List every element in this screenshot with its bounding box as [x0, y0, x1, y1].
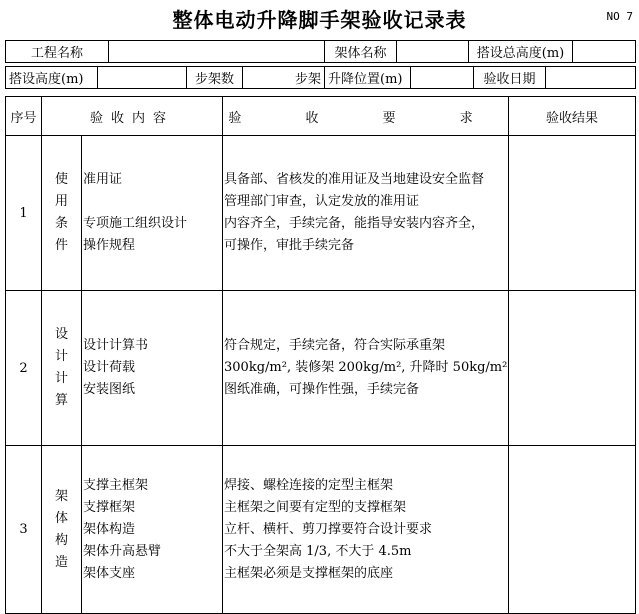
table-header-row	[6, 97, 636, 136]
category-text: 架体构造	[54, 488, 68, 570]
result-field[interactable]	[509, 291, 636, 446]
item-text: 安装图纸	[83, 382, 136, 397]
item-text: 架体升高悬臂	[83, 543, 162, 559]
item-text: 架体构造	[83, 521, 136, 537]
item-text: 准用证	[83, 172, 123, 187]
steps-label: 步架数	[187, 67, 243, 89]
row-items	[82, 446, 223, 614]
requirement-text: 符合规定，手续完备，符合实际承重架	[224, 338, 446, 353]
requirement-text: 立杆、横杆、剪刀撑要符合设计要求	[224, 521, 433, 537]
item-text: 设计计算书	[83, 338, 149, 353]
item-text: 设计荷载	[83, 360, 136, 375]
accept-date-label: 验收日期	[474, 67, 546, 89]
item-text: 专项施工组织设计	[83, 216, 188, 231]
requirement-text: 具备部、省核发的准用证及当地建设安全监督	[224, 172, 485, 187]
table-row	[6, 136, 636, 291]
row-number: 3	[6, 446, 42, 614]
result-field[interactable]	[509, 136, 636, 291]
row-number: 2	[6, 291, 42, 446]
result-field[interactable]	[509, 446, 636, 614]
requirement-text: 焊接、螺栓连接的定型主框架	[224, 477, 394, 493]
frame-name-field[interactable]	[397, 41, 469, 63]
setup-height-field[interactable]	[98, 67, 187, 89]
row-category	[42, 136, 82, 291]
item-text: 支撑框架	[83, 499, 136, 515]
col-header-no: 序号	[6, 97, 42, 136]
requirement-text: 不大于全架高 1/3, 不大于 4.5m	[224, 543, 412, 559]
total-height-field[interactable]	[573, 41, 636, 63]
requirement-text: 主框架之间要有定型的支撑框架	[224, 499, 407, 515]
requirement-text: 图纸准确，可操作性强，手续完备	[224, 382, 420, 397]
row-category	[42, 291, 82, 446]
row-requirements	[223, 136, 509, 291]
steps-field[interactable]	[243, 67, 325, 89]
total-height-label: 搭设总高度(m)	[469, 41, 573, 63]
col-header-content: 验收内容	[42, 97, 223, 136]
row-category	[42, 446, 82, 614]
item-text: 支撑主框架	[83, 477, 149, 493]
item-spacer	[83, 191, 221, 213]
item-text: 操作规程	[83, 238, 136, 253]
requirement-text: 管理部门审查，认定发放的准用证	[224, 194, 420, 209]
row-number: 1	[6, 136, 42, 291]
row-requirements	[223, 446, 509, 614]
frame-name-label: 架体名称	[325, 41, 397, 63]
acceptance-table	[5, 96, 636, 614]
col-header-requirement: 验 收 要 求	[223, 97, 509, 136]
requirement-text: 可操作，审批手续完备	[224, 238, 355, 253]
category-text: 设计计算	[54, 327, 68, 408]
header-row-1	[5, 40, 636, 63]
item-text: 架体支座	[83, 565, 136, 581]
col-header-result: 验收结果	[509, 97, 636, 136]
lift-position-field[interactable]	[411, 67, 474, 89]
header-row-2	[5, 66, 636, 89]
row-items	[82, 136, 223, 291]
lift-position-label: 升降位置(m)	[325, 67, 411, 89]
row-requirements	[223, 291, 509, 446]
document-number: NO 7	[606, 10, 633, 23]
accept-date-field[interactable]	[546, 67, 636, 89]
project-name-field[interactable]	[109, 41, 325, 63]
requirement-text: 内容齐全，手续完备，能指导安装内容齐全，	[224, 216, 485, 231]
page-title: 整体电动升降脚手架验收记录表	[172, 8, 467, 32]
lift-step-label: 步架	[294, 72, 321, 87]
requirement-text: 主框架必须是支撑框架的底座	[224, 565, 394, 581]
table-row	[6, 291, 636, 446]
row-items	[82, 291, 223, 446]
setup-height-label: 搭设高度(m)	[6, 67, 98, 89]
requirement-text: 300kg/m², 装修架 200kg/m², 升降时 50kg/m²	[224, 360, 508, 375]
project-name-label: 工程名称	[6, 41, 109, 63]
table-row	[6, 446, 636, 614]
category-text: 使用条件	[54, 172, 68, 253]
